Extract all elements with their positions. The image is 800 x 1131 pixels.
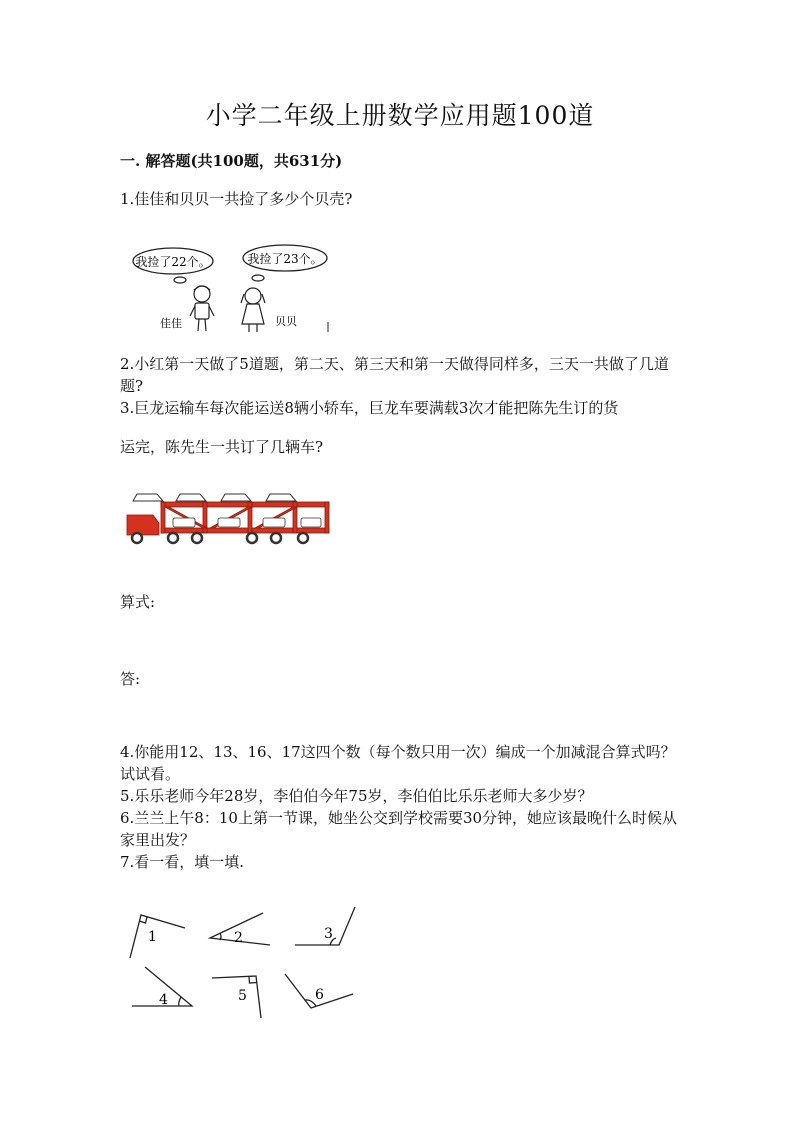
name-left: 佳佳: [160, 317, 182, 330]
question-1: 1.佳佳和贝贝一共捡了多少个贝壳?: [120, 190, 353, 208]
girl-figure: [241, 288, 265, 332]
lower-cars: [173, 518, 321, 527]
angle-label-1: 1: [148, 929, 157, 945]
boy-figure: [190, 286, 214, 331]
question-3-line2: 运完，陈先生一共订了几辆车?: [120, 438, 324, 456]
q1-figure: [130, 240, 340, 335]
car-carrier-truck: [123, 485, 333, 549]
angle-label-3: 3: [324, 926, 333, 942]
section-title: 一. 解答题(共100题，共631分): [120, 152, 343, 170]
question-4: 4.你能用12、13、16、17这四个数（每个数只用一次）编成一个加减混合算式吗？试试看。: [120, 743, 676, 783]
question-7: 7.看一看，填一填.: [120, 853, 245, 871]
angle-label-6: 6: [315, 987, 324, 1003]
angle-5: [212, 976, 261, 1018]
angle-label-2: 2: [234, 930, 243, 946]
bubble-text-left: 我捡了22个。: [135, 255, 211, 269]
thought-dot-left: [174, 277, 186, 283]
question-6: 6.兰兰上午8：10上第一节课，她坐公交到学校需要30分钟，她应该最晚什么时候从家里出发？: [120, 809, 678, 849]
top-cars: [133, 494, 296, 501]
question-5: 5.乐乐老师今年28岁，李伯伯今年75岁，李伯伯比乐乐老师大多少岁？: [120, 787, 593, 805]
bubble-text-right: 我捡了23个。: [247, 252, 323, 266]
angle-label-4: 4: [159, 992, 168, 1008]
thought-dot-right: [252, 275, 264, 281]
angles-figure: [125, 900, 365, 1020]
answer-label: 答:: [120, 670, 141, 688]
question-2: 2.小红第一天做了5道题，第二天、第三天和第一天做得同样多，三天一共做了几道题?: [120, 355, 669, 395]
page-title: 小学二年级上册数学应用题100道: [205, 101, 595, 130]
formula-label: 算式:: [120, 593, 156, 611]
angle-1: [130, 915, 185, 958]
question-3-line1: 3.巨龙运输车每次能运送8辆小轿车，巨龙车要满载3次才能把陈先生订的货: [120, 399, 619, 417]
angle-label-5: 5: [238, 988, 247, 1004]
name-right: 贝贝: [275, 315, 297, 328]
